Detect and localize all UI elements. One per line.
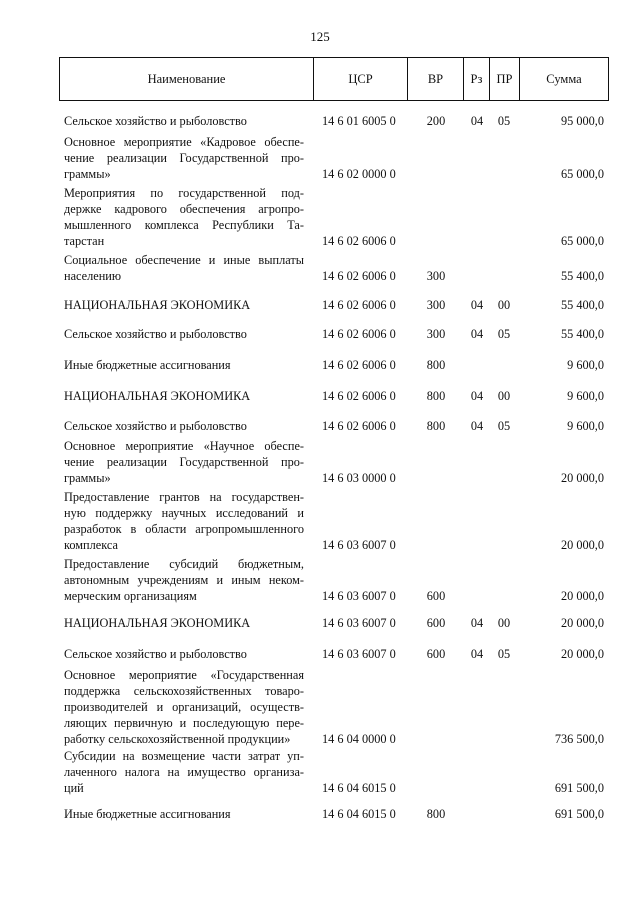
row-sum: 20 000,0 [560, 589, 604, 603]
row-pr: 00 [497, 389, 511, 403]
row-sum: 65 000,0 [560, 167, 604, 181]
row-name [64, 185, 304, 249]
row-vr: 600 [426, 589, 446, 603]
row-vr: 800 [426, 358, 446, 372]
row-name [64, 134, 304, 182]
row-csr: 14 6 02 6006 0 [322, 298, 396, 312]
row-pr: 05 [497, 419, 511, 433]
header-csr: ЦСР [314, 58, 408, 100]
row-csr: 14 6 02 6006 0 [322, 389, 396, 403]
header-name: Наименование [60, 58, 314, 100]
row-name-line: лаченного налога на имущество организа- [64, 765, 304, 779]
row-name [64, 489, 304, 553]
row-name-line: НАЦИОНАЛЬНАЯ ЭКОНОМИКА [64, 298, 251, 312]
row-name-line: Основное мероприятие «Государственная [64, 668, 304, 682]
header-sum: Сумма [546, 72, 582, 86]
row-name-line: работку сельскохозяйственной продукции» [64, 732, 291, 746]
row-name-line: разработок в области агропромышленного [64, 522, 304, 536]
row-name [64, 667, 304, 747]
row-csr: 14 6 02 6006 0 [322, 269, 396, 283]
row-name-line: населению [64, 269, 122, 283]
row-name [64, 297, 304, 313]
row-pr: 00 [497, 616, 511, 630]
row-sum: 55 400,0 [560, 327, 604, 341]
row-name-line: НАЦИОНАЛЬНАЯ ЭКОНОМИКА [64, 389, 251, 403]
row-csr: 14 6 04 0000 0 [322, 732, 396, 746]
row-vr: 600 [426, 647, 446, 661]
row-vr: 300 [426, 298, 446, 312]
row-csr: 14 6 02 6006 0 [322, 419, 396, 433]
row-name-line: Сельское хозяйство и рыболовство [64, 419, 247, 433]
row-pr: 05 [497, 327, 511, 341]
row-rz: 04 [470, 298, 484, 312]
row-vr: 800 [426, 807, 446, 821]
row-rz: 04 [470, 327, 484, 341]
row-sum: 20 000,0 [560, 616, 604, 630]
row-name-line: Иные бюджетные ассигнования [64, 358, 231, 372]
row-sum: 95 000,0 [560, 114, 604, 128]
row-name-line: Мероприятия по государственной под- [64, 186, 304, 200]
row-name-line: ную поддержку научных исследований и [64, 506, 304, 520]
row-name-line: Основное мероприятие «Научное обеспе- [64, 439, 304, 453]
row-name-line: Сельское хозяйство и рыболовство [64, 647, 247, 661]
row-csr: 14 6 02 6006 0 [322, 234, 396, 248]
header-rz: Рз [464, 58, 490, 100]
row-name-line: ляющих первичную и последующую пере- [64, 716, 304, 730]
row-name [64, 438, 304, 486]
row-name-line: НАЦИОНАЛЬНАЯ ЭКОНОМИКА [64, 616, 251, 630]
row-vr: 800 [426, 389, 446, 403]
row-name-line: ций [64, 781, 84, 795]
row-name [64, 252, 304, 284]
row-name [64, 615, 304, 631]
row-sum: 736 500,0 [554, 732, 604, 746]
row-vr: 300 [426, 327, 446, 341]
row-name-line: Основное мероприятие «Кадровое обеспе- [64, 135, 304, 149]
row-sum: 691 500,0 [554, 807, 604, 821]
row-name-line: производителей и организаций, осуществ- [64, 700, 304, 714]
row-sum: 65 000,0 [560, 234, 604, 248]
row-sum: 20 000,0 [560, 647, 604, 661]
row-sum: 9 600,0 [567, 419, 604, 433]
row-pr: 05 [497, 647, 511, 661]
row-name [64, 326, 304, 342]
row-name [64, 646, 304, 662]
header-vr: ВР [408, 58, 464, 100]
row-name-line: Предоставление субсидий бюджетным, [64, 557, 304, 571]
row-vr: 200 [426, 114, 446, 128]
row-name-line: мышленного комплекса Республики Та- [64, 218, 304, 232]
row-rz: 04 [470, 616, 484, 630]
row-name [64, 556, 304, 604]
page-number: 125 [310, 29, 330, 44]
row-rz: 04 [470, 114, 484, 128]
row-sum: 20 000,0 [560, 538, 604, 552]
row-vr: 800 [426, 419, 446, 433]
row-rz: 04 [470, 647, 484, 661]
row-csr: 14 6 02 6006 0 [322, 327, 396, 341]
header-pr: ПР [490, 58, 520, 100]
row-name-line: Иные бюджетные ассигнования [64, 807, 231, 821]
row-name-line: мерческим организациям [64, 589, 197, 603]
row-name [64, 418, 304, 434]
row-csr: 14 6 03 6007 0 [322, 616, 396, 630]
row-name-line: Социальное обеспечение и иные выплаты [64, 253, 304, 267]
row-name-line: Сельское хозяйство и рыболовство [64, 327, 247, 341]
row-sum: 20 000,0 [560, 471, 604, 485]
row-csr: 14 6 04 6015 0 [322, 807, 396, 821]
row-csr: 14 6 03 6007 0 [322, 589, 396, 603]
row-name-line: Предоставление грантов на государствен- [64, 490, 304, 504]
row-name-line: чение реализации Государственной про- [64, 455, 304, 469]
row-name-line: граммы» [64, 167, 111, 181]
row-csr: 14 6 02 0000 0 [322, 167, 396, 181]
row-name-line: комплекса [64, 538, 118, 552]
row-rz: 04 [470, 389, 484, 403]
row-name [64, 748, 304, 796]
row-csr: 14 6 03 6007 0 [322, 647, 396, 661]
row-pr: 05 [497, 114, 511, 128]
row-pr: 00 [497, 298, 511, 312]
row-name [64, 113, 304, 129]
row-csr: 14 6 02 6006 0 [322, 358, 396, 372]
table-header [59, 57, 609, 101]
row-rz: 04 [470, 419, 484, 433]
row-sum: 9 600,0 [567, 389, 604, 403]
row-name [64, 806, 304, 822]
row-name-line: тарстан [64, 234, 105, 248]
row-sum: 55 400,0 [560, 298, 604, 312]
row-name-line: автономным учреждениям и иным неком- [64, 573, 304, 587]
row-name-line: поддержка сельскохозяйственных товаро- [64, 684, 304, 698]
row-vr: 600 [426, 616, 446, 630]
row-vr: 300 [426, 269, 446, 283]
row-csr: 14 6 03 6007 0 [322, 538, 396, 552]
row-name-line: держке кадрового обеспечения агропро- [64, 202, 304, 216]
row-csr: 14 6 04 6015 0 [322, 781, 396, 795]
row-sum: 691 500,0 [554, 781, 604, 795]
row-sum: 55 400,0 [560, 269, 604, 283]
row-sum: 9 600,0 [567, 358, 604, 372]
row-csr: 14 6 01 6005 0 [322, 114, 396, 128]
row-name-line: Субсидии на возмещение части затрат уп- [64, 749, 304, 763]
row-name [64, 357, 304, 373]
row-name-line: граммы» [64, 471, 111, 485]
row-csr: 14 6 03 0000 0 [322, 471, 396, 485]
row-name-line: Сельское хозяйство и рыболовство [64, 114, 247, 128]
row-name-line: чение реализации Государственной про- [64, 151, 304, 165]
row-name [64, 388, 304, 404]
